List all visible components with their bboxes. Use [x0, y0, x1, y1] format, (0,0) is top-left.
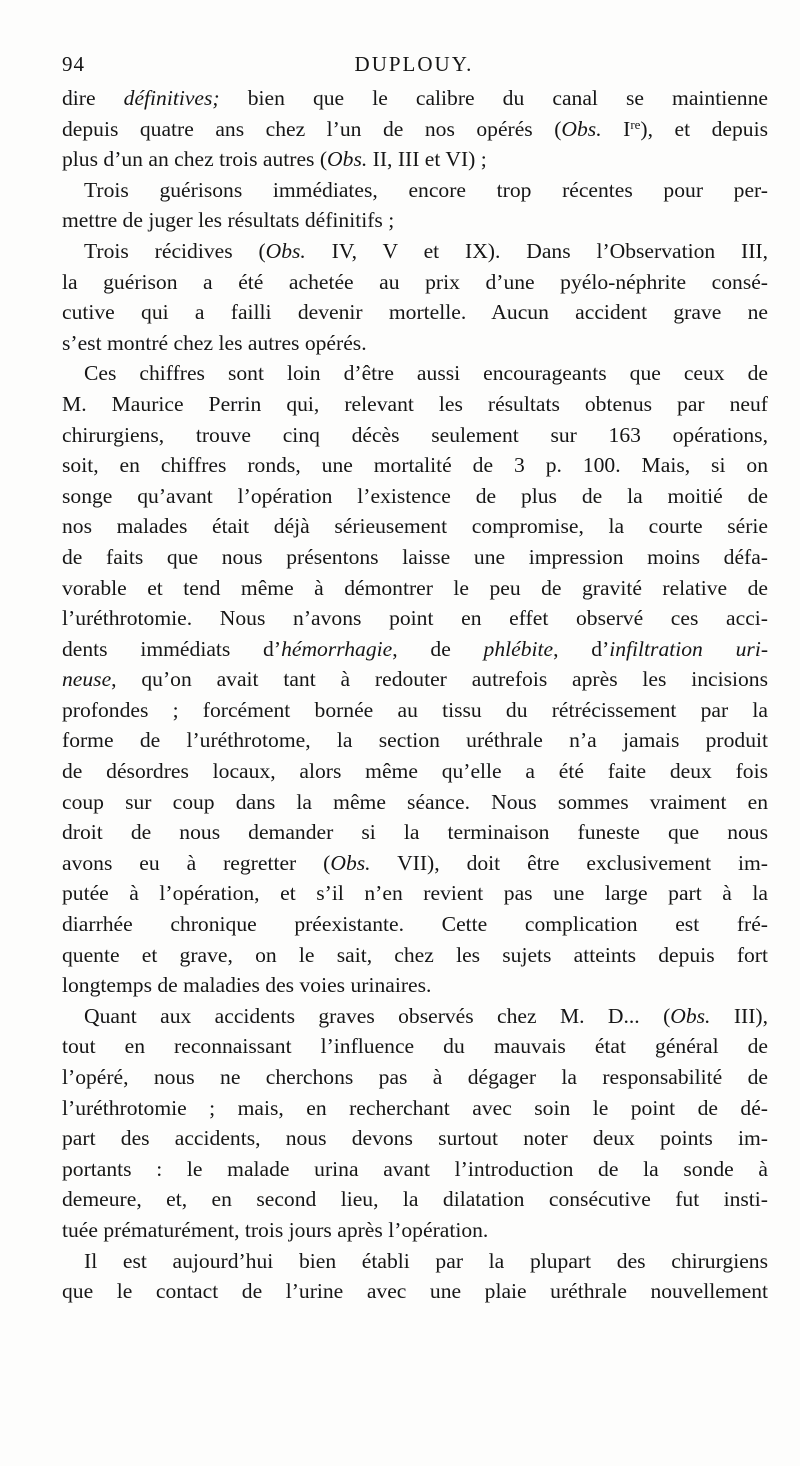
text-run: tuée prématurément, trois jours après l’opération.	[62, 1217, 489, 1242]
text-run: dents immédiats d’	[62, 636, 282, 661]
text-run: de désordres locaux, alors même qu’elle a été faite deux fois	[62, 759, 768, 784]
italic-run: Obs.	[561, 116, 602, 141]
text-line	[62, 909, 768, 940]
text-line	[62, 1215, 768, 1246]
text-run: que le contact de l’urine avec une plaie uréthrale nouvellement	[62, 1279, 768, 1304]
text-run: l’uréthrotomie. Nous n’avons point en effet observé ces acci-	[62, 606, 768, 631]
text-line	[62, 664, 768, 695]
text-line	[62, 573, 768, 604]
text-line	[62, 114, 768, 145]
text-run: portants : le malade urina avant l’introduction de la sonde à	[62, 1156, 768, 1181]
text-line	[62, 1001, 768, 1032]
text-run: M. Maurice Perrin qui, relevant les résultats obtenus par neuf	[62, 391, 768, 416]
italic-run: neuse	[62, 667, 112, 692]
text-line	[62, 878, 768, 909]
text-run: Quant aux accidents graves observés chez M. D... (	[84, 1003, 671, 1028]
text-line	[62, 328, 768, 359]
text-line	[62, 940, 768, 971]
text-run: putée à l’opération, et s’il n’en revient pas une large part à la	[62, 881, 768, 906]
text-run: l’opéré, nous ne cherchons pas à dégager la responsabilité de	[62, 1065, 768, 1089]
text-line	[62, 1154, 768, 1185]
text-run: avons eu à regretter (	[62, 850, 331, 875]
italic-run: Obs.	[327, 147, 368, 172]
text-line	[62, 1276, 768, 1307]
text-line	[62, 267, 768, 298]
text-run: vorable et tend même à démontrer le peu de gravité relative de	[62, 575, 768, 600]
text-line	[62, 603, 768, 634]
text-run: Il est aujourd’hui bien établi par la plupart des chirurgiens	[84, 1248, 768, 1273]
text-line	[62, 787, 768, 818]
superscript: re	[630, 116, 641, 132]
text-run: IV, V et IX). Dans l’Observation III,	[305, 238, 768, 263]
text-run: diarrhée chronique préexistante. Cette complication est fré-	[62, 912, 768, 937]
text-run: , qu’on avait tant à redouter autrefois après les incisions	[111, 667, 768, 692]
text-run: profondes ; forcément bornée au tissu du rétrécissement par la	[62, 697, 768, 722]
text-run: dire	[62, 86, 124, 110]
text-line	[62, 450, 768, 481]
text-run: de faits que nous présentons laisse une impression moins défa-	[62, 544, 768, 569]
text-line	[62, 634, 768, 665]
text-run: part des accidents, nous devons surtout noter deux points im-	[62, 1126, 768, 1151]
text-run: droit de nous demander si la terminaison funeste que nous	[62, 820, 768, 845]
running-head: DUPLOUY.	[354, 52, 474, 76]
text-run: , de	[392, 636, 484, 661]
text-run: II, III et VI) ;	[367, 147, 487, 172]
text-line	[62, 1093, 768, 1124]
text-line	[62, 725, 768, 756]
italic-run: phlébite	[483, 636, 554, 661]
text-line	[62, 1062, 768, 1093]
text-line	[62, 205, 768, 236]
text-line	[62, 1123, 768, 1154]
text-run: Trois guérisons immédiates, encore trop récentes pour per-	[84, 177, 768, 202]
text-line	[62, 695, 768, 726]
text-line	[62, 389, 768, 420]
text-run: s’est montré chez les autres opérés.	[62, 330, 367, 355]
text-run: demeure, et, en second lieu, la dilatation consécutive fut insti-	[62, 1187, 768, 1212]
text-run: coup sur coup dans la même séance. Nous sommes vraiment en	[62, 789, 768, 814]
text-run: l’uréthrotomie ; mais, en recherchant avec soin le point de dé-	[62, 1095, 768, 1120]
text-run: la guérison a été achetée au prix d’une pyélo-néphrite consé-	[62, 269, 768, 294]
text-run: quente et grave, on le sait, chez les sujets atteints depuis fort	[62, 942, 768, 967]
text-run: longtemps de maladies des voies urinaires.	[62, 973, 432, 998]
text-line	[62, 297, 768, 328]
text-line	[62, 236, 768, 267]
italic-run: Obs.	[670, 1003, 711, 1028]
text-line	[62, 848, 768, 879]
text-run: plus d’un an chez trois autres (	[62, 147, 328, 172]
text-line	[62, 175, 768, 206]
text-run: I	[601, 116, 631, 141]
page-number: 94	[62, 52, 85, 76]
text-run: depuis quatre ans chez l’un de nos opérés (	[62, 116, 562, 141]
text-line	[62, 542, 768, 573]
text-run: soit, en chiffres ronds, une mortalité de 3 p. 100. Mais, si on	[62, 453, 768, 478]
text-run: cutive qui a failli devenir mortelle. Aucun accident grave ne	[62, 300, 768, 325]
text-line	[62, 358, 768, 389]
text-run: VII), doit être exclusivement im-	[370, 850, 768, 875]
italic-run: hémorrhagie	[281, 636, 393, 661]
text-line	[62, 511, 768, 542]
italic-run: infiltration uri-	[609, 636, 768, 661]
text-run: tout en reconnaissant l’influence du mauvais état général de	[62, 1034, 768, 1059]
text-run: , d’	[553, 636, 610, 661]
page-header	[62, 52, 766, 80]
text-line	[62, 1031, 768, 1062]
text-line	[62, 970, 768, 1001]
text-run: ), et depuis	[640, 116, 768, 141]
italic-run: Obs.	[330, 850, 371, 875]
text-run: forme de l’uréthrotome, la section uréthrale n’a jamais produit	[62, 728, 768, 753]
body-text	[62, 83, 768, 1307]
text-line	[62, 83, 768, 114]
text-run: III),	[710, 1003, 768, 1028]
text-run: Trois récidives (	[84, 238, 266, 263]
text-line	[62, 481, 768, 512]
text-line	[62, 420, 768, 451]
text-run: songe qu’avant l’opération l’existence de plus de la moitié de	[62, 483, 768, 508]
text-run: bien que le calibre du canal se maintienne	[219, 86, 768, 110]
text-run: mettre de juger les résultats définitifs ;	[62, 208, 395, 233]
text-line	[62, 144, 768, 175]
text-line	[62, 1246, 768, 1277]
text-line	[62, 756, 768, 787]
text-run: Ces chiffres sont loin d’être aussi encourageants que ceux de	[84, 361, 768, 386]
text-line	[62, 1184, 768, 1215]
text-line	[62, 817, 768, 848]
italic-run: Obs.	[265, 238, 306, 263]
text-run: nos malades était déjà sérieusement compromise, la courte série	[62, 514, 768, 539]
italic-run: définitives;	[123, 86, 220, 110]
text-run: chirurgiens, trouve cinq décès seulement sur 163 opérations,	[62, 422, 768, 447]
